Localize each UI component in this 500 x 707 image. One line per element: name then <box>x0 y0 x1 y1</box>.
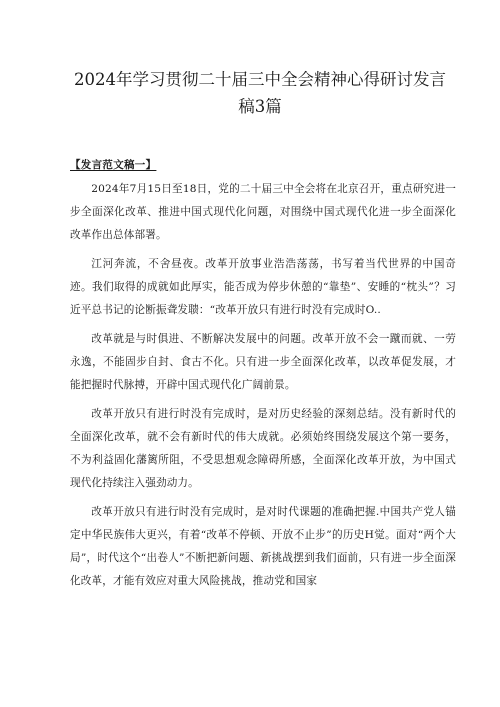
paragraph-4: 改革开放只有进行时没有完成时，是对历史经验的深刻总结。没有新时代的全面深化改革，就不会有新时代的伟大成就。必须始终围绕发展这个第一要务，不为利益固化藩篱所阻，不受思想观念障碍所感，全面深化改革开放，为中国式现代化持续注入强劲动力。 <box>70 408 456 489</box>
document-title: 2024年学习贯彻二十届三中全会精神心得研讨发言稿3篇 <box>74 70 446 116</box>
paragraph-3: 改革就是与时俱进、不断解决发展中的问题。改革开放不会一蹴而就、一劳永逸，不能固步自封、食古不化。只有进一步全面深化改革，以改革促发展，才能把握时代脉搏，开辟中国式现代化广阔前景。 <box>70 333 456 391</box>
paragraph-5: 改革开放只有进行时没有完成时，是对时代课题的准确把握.中国共产党人锚定中华民族伟大更兴，有着“改革不停顿、开放不止步”的历史H觉。面对“两个大局”，时代这个“出卷人”不断把新问题、新挑战摆到我们面前，只有进一步全面深化改革，才能有效应对重大风险挑战，推动党和国家 <box>70 506 456 587</box>
paragraph-2: 江河奔流，不舍昼夜。改革开放事业浩浩荡荡，书写着当代世界的中国奇迹。我们取得的成就如此厚实，能否成为停步休憩的“靠垫”、安睡的“枕头”？习近平总书记的论断振聋发聩：“改革开放只有进行时没有完成时O.. <box>70 258 456 316</box>
section-label-wrapper <box>70 120 456 172</box>
paragraph-1: 2024年7月15日至18日，党的二十届三中全会将在北京召开，重点研究进一步全面深化改革、推进中国式现代化问题，对围绕中国式现代化进一步全面深化改革作出总体部署。 <box>70 183 456 241</box>
section-label: 【发言范文稿一】 <box>70 159 157 171</box>
